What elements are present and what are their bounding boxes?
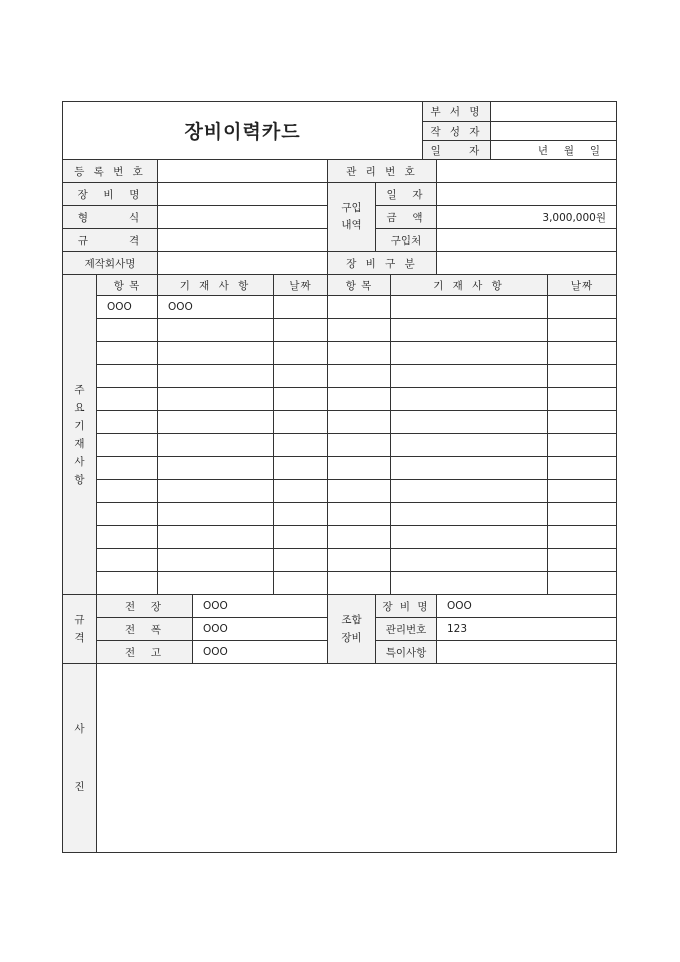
combo-label-line: 조합 (341, 614, 362, 626)
author-field[interactable] (491, 122, 617, 141)
records-table (62, 274, 617, 595)
maker-label: 제작회사명 (63, 252, 158, 275)
records-cell[interactable] (548, 480, 617, 503)
records-cell[interactable] (328, 503, 391, 526)
table-row (63, 434, 617, 457)
records-cell[interactable] (274, 365, 328, 388)
records-cell[interactable] (158, 342, 274, 365)
records-cell[interactable] (328, 549, 391, 572)
records-section-label (63, 275, 97, 595)
maker-field[interactable] (158, 252, 328, 275)
records-header: 날짜 (548, 275, 617, 296)
records-cell[interactable] (391, 503, 548, 526)
records-cell[interactable] (548, 457, 617, 480)
model-label: 형 식 (63, 206, 158, 229)
date-label: 일 자 (423, 141, 491, 160)
date-field[interactable] (491, 141, 617, 160)
records-cell[interactable] (328, 526, 391, 549)
table-row (63, 296, 617, 319)
spec-row-value[interactable]: OOO (193, 595, 328, 618)
records-cell[interactable] (274, 549, 328, 572)
amount-field[interactable]: 3,000,000원 (437, 206, 617, 229)
model-field[interactable] (158, 206, 328, 229)
records-cell[interactable] (97, 549, 158, 572)
records-cell[interactable] (274, 342, 328, 365)
spec-row-value[interactable]: OOO (193, 641, 328, 664)
records-cell[interactable] (548, 319, 617, 342)
spec-row-label: 전 장 (97, 595, 193, 618)
records-cell[interactable] (548, 365, 617, 388)
records-cell[interactable] (274, 388, 328, 411)
table-row (63, 342, 617, 365)
records-cell[interactable] (158, 549, 274, 572)
records-cell[interactable] (548, 503, 617, 526)
records-header: 기 재 사 항 (391, 275, 548, 296)
records-header: 날짜 (274, 275, 328, 296)
records-cell[interactable] (391, 411, 548, 434)
records-cell[interactable]: OOO (158, 296, 274, 319)
table-row (63, 457, 617, 480)
records-cell[interactable] (391, 457, 548, 480)
table-row (63, 411, 617, 434)
records-cell[interactable] (158, 319, 274, 342)
dept-field[interactable] (491, 102, 617, 122)
records-cell[interactable] (97, 480, 158, 503)
records-header: 기 재 사 항 (158, 275, 274, 296)
purchase-date-label: 일 자 (376, 183, 437, 206)
date-month: 월 (563, 144, 575, 157)
records-header: 항 목 (328, 275, 391, 296)
vendor-field[interactable] (437, 229, 617, 252)
title-block (62, 101, 617, 160)
combo-row-value[interactable] (437, 641, 617, 664)
records-section-char: 항 (74, 473, 85, 486)
records-cell[interactable] (274, 319, 328, 342)
mgmt-no-label: 관 리 번 호 (328, 160, 437, 183)
page-title: 장비이력카드 (63, 102, 423, 160)
records-cell[interactable] (328, 457, 391, 480)
vendor-label: 구입처 (376, 229, 437, 252)
records-header: 항 목 (97, 275, 158, 296)
spec-row-label: 전 고 (97, 641, 193, 664)
table-row (63, 365, 617, 388)
records-cell[interactable] (328, 388, 391, 411)
records-cell[interactable] (97, 411, 158, 434)
records-cell[interactable] (548, 342, 617, 365)
records-cell[interactable] (391, 365, 548, 388)
photo-table (62, 663, 617, 853)
date-year: 년 (537, 144, 549, 157)
photo-label-char: 진 (74, 781, 85, 793)
records-cell[interactable] (391, 434, 548, 457)
records-section-char: 요 (74, 401, 85, 414)
reg-no-label: 등 록 번 호 (63, 160, 158, 183)
records-cell[interactable] (274, 526, 328, 549)
records-cell[interactable] (97, 572, 158, 595)
records-cell[interactable] (274, 480, 328, 503)
table-row (63, 503, 617, 526)
records-cell[interactable] (158, 572, 274, 595)
records-cell[interactable] (548, 526, 617, 549)
records-cell[interactable] (158, 434, 274, 457)
records-cell[interactable] (391, 526, 548, 549)
records-cell[interactable] (548, 434, 617, 457)
records-cell[interactable] (158, 457, 274, 480)
spec-section-char: 격 (74, 632, 85, 644)
photo-area[interactable] (97, 664, 617, 853)
records-cell[interactable] (548, 572, 617, 595)
author-label: 작 성 자 (423, 122, 491, 141)
records-section-char: 재 (74, 437, 85, 450)
reg-no-field[interactable] (158, 160, 328, 183)
records-cell[interactable] (391, 572, 548, 595)
purchase-date-field[interactable] (437, 183, 617, 206)
records-cell[interactable] (158, 388, 274, 411)
records-cell[interactable] (328, 296, 391, 319)
records-cell[interactable] (97, 526, 158, 549)
date-day: 일 (589, 144, 601, 157)
records-cell[interactable] (391, 342, 548, 365)
photo-label-char: 사 (74, 723, 85, 735)
records-cell[interactable] (548, 549, 617, 572)
records-cell[interactable] (274, 503, 328, 526)
photo-label (63, 664, 97, 853)
table-row (63, 319, 617, 342)
spec-section-char: 규 (74, 614, 85, 626)
records-cell[interactable] (158, 526, 274, 549)
records-cell[interactable] (548, 411, 617, 434)
combo-row-label: 관리번호 (376, 618, 437, 641)
records-cell[interactable] (274, 411, 328, 434)
table-row (63, 572, 617, 595)
spec-section-label (63, 595, 97, 664)
records-cell[interactable] (158, 503, 274, 526)
records-cell[interactable] (97, 434, 158, 457)
records-cell[interactable]: OOO (97, 296, 158, 319)
equip-type-label: 장 비 구 분 (328, 252, 437, 275)
records-cell[interactable] (97, 319, 158, 342)
equip-name-label: 장 비 명 (63, 183, 158, 206)
table-row (63, 388, 617, 411)
records-cell[interactable] (158, 411, 274, 434)
records-cell[interactable] (97, 342, 158, 365)
records-cell[interactable] (97, 388, 158, 411)
records-section-char: 주 (74, 383, 85, 396)
records-cell[interactable] (328, 342, 391, 365)
spec-row-value[interactable]: OOO (193, 618, 328, 641)
combo-label (328, 595, 376, 664)
records-cell[interactable] (548, 388, 617, 411)
purchase-label: 구입 내역 (328, 183, 376, 252)
combo-row-value[interactable]: 123 (437, 618, 617, 641)
mgmt-no-field[interactable] (437, 160, 617, 183)
records-cell[interactable] (97, 365, 158, 388)
records-cell[interactable] (274, 434, 328, 457)
registration-info (62, 159, 617, 275)
records-cell[interactable] (158, 480, 274, 503)
table-row (63, 526, 617, 549)
combo-row-label: 장 비 명 (376, 595, 437, 618)
combo-row-value[interactable]: OOO (437, 595, 617, 618)
records-section-char: 사 (74, 455, 85, 468)
spec-label: 규 격 (63, 229, 158, 252)
records-cell[interactable] (158, 365, 274, 388)
records-cell[interactable] (274, 572, 328, 595)
records-cell[interactable] (328, 411, 391, 434)
combo-row-label: 특이사항 (376, 641, 437, 664)
records-section-char: 기 (74, 419, 85, 432)
spec-table (62, 594, 617, 664)
dept-label: 부 서 명 (423, 102, 491, 122)
records-cell[interactable] (548, 296, 617, 319)
records-cell[interactable] (391, 296, 548, 319)
table-row (63, 480, 617, 503)
spec-field[interactable] (158, 229, 328, 252)
records-cell[interactable] (328, 319, 391, 342)
records-cell[interactable] (391, 388, 548, 411)
records-cell[interactable] (97, 457, 158, 480)
records-cell[interactable] (391, 480, 548, 503)
combo-label-line: 장비 (341, 632, 362, 644)
equip-type-field[interactable] (437, 252, 617, 275)
records-cell[interactable] (391, 319, 548, 342)
table-row (63, 549, 617, 572)
records-cell[interactable] (274, 457, 328, 480)
records-cell[interactable] (328, 434, 391, 457)
records-cell[interactable] (274, 296, 328, 319)
spec-row-label: 전 폭 (97, 618, 193, 641)
records-cell[interactable] (97, 503, 158, 526)
records-cell[interactable] (328, 572, 391, 595)
records-cell[interactable] (391, 549, 548, 572)
equipment-history-card (62, 101, 616, 853)
records-cell[interactable] (328, 480, 391, 503)
amount-label: 금 액 (376, 206, 437, 229)
equip-name-field[interactable] (158, 183, 328, 206)
records-cell[interactable] (328, 365, 391, 388)
